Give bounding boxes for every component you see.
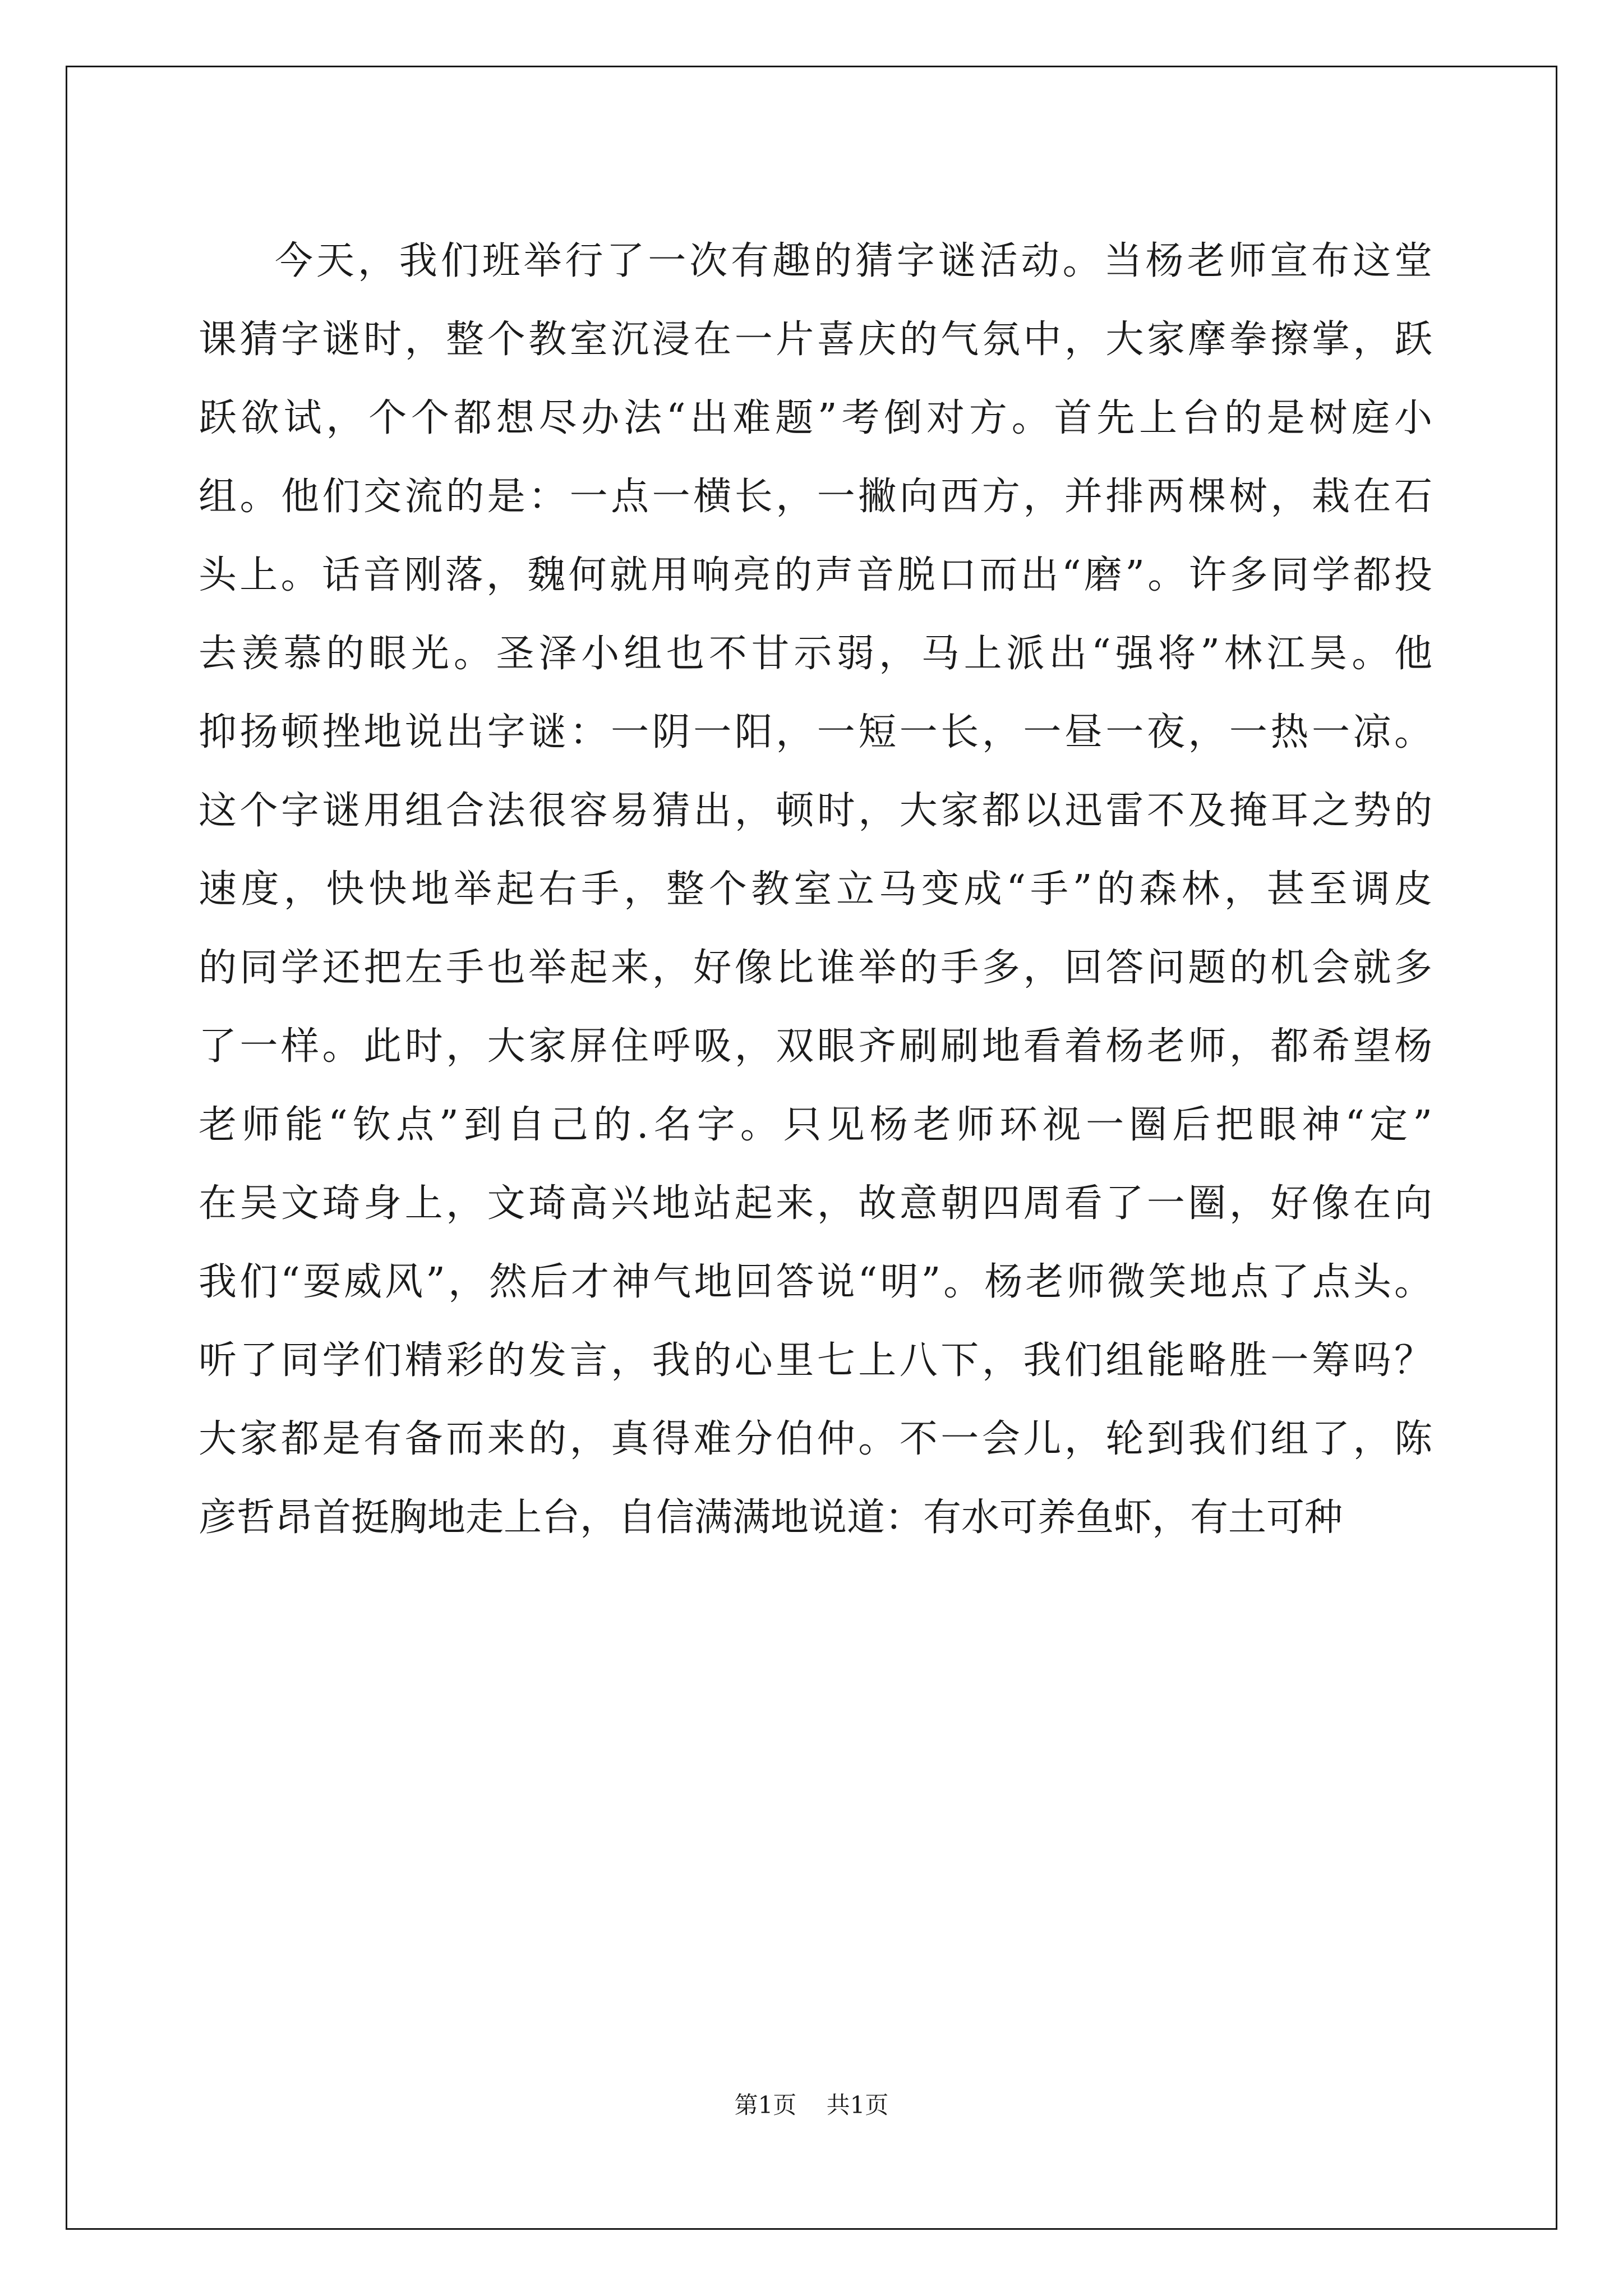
text-line-2: 课猜字谜时，整个教室沉浸在一片喜庆的气氛中，大家摩拳擦掌，跃	[199, 318, 1432, 362]
text-line-9: 速度，快快地举起右手，整个教室立马变成“手”的森林，甚至调皮	[199, 867, 1432, 912]
text-line-11: 了一样。此时，大家屏住呼吸，双眼齐刷刷地看着杨老师，都希望杨	[199, 1024, 1432, 1069]
text-line-17: 彦哲昂首挺胸地走上台，自信满满地说道：有水可养鱼虾，有土可种	[199, 1496, 1343, 1540]
page-number-footer: 第1页 共1页	[734, 2091, 889, 2119]
text-line-13: 在吴文琦身上，文琦高兴地站起来，故意朝四周看了一圈，好像在向	[199, 1181, 1432, 1226]
text-line-6: 去羡慕的眼光。圣泽小组也不甘示弱，马上派出“强将”林江昊。他	[199, 632, 1432, 676]
text-line-4: 组。他们交流的是：一点一横长，一撇向西方，并排两棵树，栽在石	[199, 475, 1432, 519]
text-line-1: 今天，我们班举行了一次有趣的猜字谜活动。当杨老师宣布这堂	[275, 239, 1432, 283]
body-paragraph	[199, 222, 1432, 1557]
text-line-14: 我们“耍威风”，然后才神气地回答说“明”。杨老师微笑地点了点头。	[199, 1260, 1432, 1304]
text-line-3: 跃欲试，个个都想尽办法“出难题”考倒对方。首先上台的是树庭小	[199, 396, 1432, 440]
text-line-8: 这个字谜用组合法很容易猜出，顿时，大家都以迅雷不及掩耳之势的	[199, 789, 1432, 833]
text-line-15: 听了同学们精彩的发言，我的心里七上八下，我们组能略胜一筹吗？	[199, 1338, 1432, 1383]
text-line-10: 的同学还把左手也举起来，好像比谁举的手多，回答问题的机会就多	[199, 946, 1432, 990]
text-line-16: 大家都是有备而来的，真得难分伯仲。不一会儿，轮到我们组了，陈	[199, 1417, 1432, 1461]
text-line-7: 抑扬顿挫地说出字谜：一阴一阳，一短一长，一昼一夜，一热一凉。	[199, 710, 1432, 754]
text-line-5: 头上。话音刚落，魏何就用响亮的声音脱口而出“磨”。许多同学都投	[199, 553, 1432, 597]
text-line-12: 老师能“钦点”到自己的.名字。只见杨老师环视一圈后把眼神“定”	[199, 1103, 1432, 1147]
